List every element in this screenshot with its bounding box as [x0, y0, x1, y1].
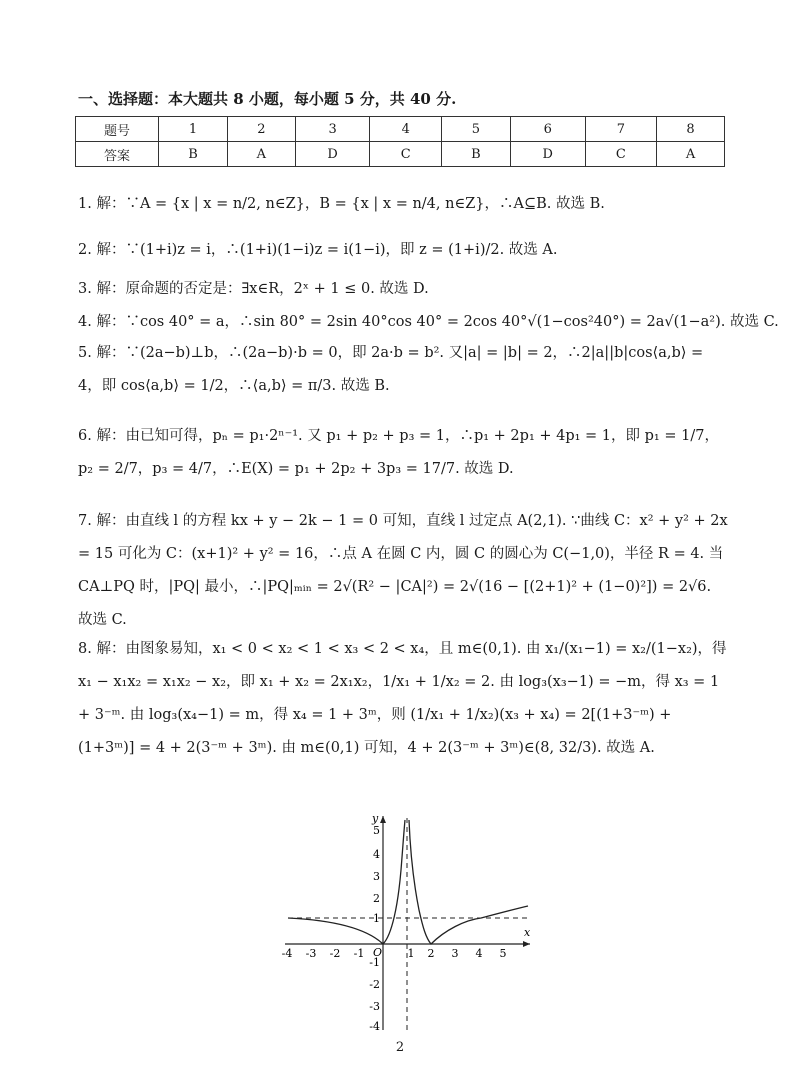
origin-label: O	[373, 946, 383, 959]
y-axis-label: y	[372, 812, 379, 825]
solution-8: 8. 解：由图象易知，x₁ < 0 < x₂ < 1 < x₃ < 2 < x₄，且 m∈(0,1). 由 x₁/(x₁−1) = x₂/(1−x₂)，得 x₁ − x₁x₂ = x₁x₂ − x₂，即 x₁ + x₂ = 2x₁x₂，1/x₁ + 1/x₂ = 2. 由 log₃(x₃−1) = −m，得 x₃ = 1 + 3⁻ᵐ. 由 log₃(x₄−1) = m，得 x₄ = 1 + 3ᵐ，则 (1/x₁ + 1/x₂)(x₃ + x₄) = 2[(1+3⁻ᵐ) + (1+3ᵐ)] = 4 + 2(3⁻ᵐ + 3ᵐ). 由 m∈(0,1) 可知，4 + 2(3⁻ᵐ + 3ᵐ)∈(8, 32/3). 故选 A.	[78, 641, 727, 756]
x-tick-label: 4	[475, 947, 483, 960]
answer-cell: C	[370, 142, 442, 167]
solution-4: 4. 解：∵cos 40° = a，∴sin 80° = 2sin 40°cos 40° = 2cos 40°√(1−cos²40°) = 2a√(1−a²). 故选 C.	[78, 314, 779, 330]
question-number-cell: 3	[295, 117, 370, 142]
solution-3: 3. 解：原命题的否定是：∃x∈R，2ˣ + 1 ≤ 0. 故选 D.	[78, 281, 429, 297]
question-number-cell: 8	[657, 117, 725, 142]
x-tick-label: 1	[407, 947, 415, 960]
row-header-question-number: 题号	[76, 117, 159, 142]
question-number-cell: 4	[370, 117, 442, 142]
question-number-cell: 6	[510, 117, 585, 142]
x-tick-label: 5	[499, 947, 507, 960]
y-tick-label: -1	[369, 956, 380, 969]
x-axis-label: x	[524, 926, 531, 939]
question-number-cell: 1	[159, 117, 228, 142]
page-number: 2	[395, 1040, 405, 1055]
curve-right-branch	[409, 820, 528, 944]
answer-table-answer-row	[76, 142, 725, 167]
y-tick-label: -3	[369, 1000, 380, 1013]
x-tick-label: -2	[329, 947, 341, 960]
answer-cell: D	[295, 142, 370, 167]
y-tick-label: 4	[373, 848, 380, 861]
solution-1: 1. 解：∵A = {x | x = n/2, n∈Z}，B = {x | x = n/4, n∈Z}，∴A⊆B. 故选 B.	[78, 196, 605, 212]
answer-cell: C	[585, 142, 657, 167]
solution-2: 2. 解：∵(1+i)z = i，∴(1+i)(1−i)z = i(1−i)，即 z = (1+i)/2. 故选 A.	[78, 242, 558, 258]
function-graph	[280, 810, 540, 1032]
y-tick-label: -2	[369, 978, 380, 991]
answer-cell: A	[657, 142, 725, 167]
x-tick-label: 3	[451, 947, 459, 960]
answer-cell: B	[441, 142, 510, 167]
question-number-cell: 7	[585, 117, 657, 142]
answer-table	[75, 116, 725, 167]
answer-table-number-row	[76, 117, 725, 142]
question-number-cell: 5	[441, 117, 510, 142]
y-tick-label: -4	[369, 1020, 380, 1032]
y-tick-label: 2	[373, 892, 380, 905]
y-axis-arrow	[380, 816, 386, 823]
answer-cell: A	[227, 142, 295, 167]
y-tick-label: 5	[373, 824, 380, 837]
x-tick-label: -3	[305, 947, 317, 960]
answer-cell: D	[510, 142, 585, 167]
x-tick-label: -1	[353, 947, 365, 960]
y-tick-label: 1	[373, 912, 380, 925]
solution-5: 5. 解：∵(2a−b)⊥b，∴(2a−b)·b = 0，即 2a·b = b². 又|a| = |b| = 2，∴2|a||b|cos⟨a,b⟩ = 4，即 cos⟨a,b⟩ = 1/2，∴⟨a,b⟩ = π/3. 故选 B.	[78, 345, 704, 394]
section-title: 一、选择题：本大题共 8 小题，每小题 5 分，共 40 分.	[78, 90, 457, 108]
x-tick-label: -4	[281, 947, 293, 960]
row-header-answer: 答案	[76, 142, 159, 167]
solution-6: 6. 解：由已知可得，pₙ = p₁·2ⁿ⁻¹. 又 p₁ + p₂ + p₃ = 1，∴p₁ + 2p₁ + 4p₁ = 1，即 p₁ = 1/7，p₂ = 2/7，p₃ = 4/7，∴E(X) = p₁ + 2p₂ + 3p₃ = 17/7. 故选 D.	[78, 428, 719, 477]
answer-cell: B	[159, 142, 228, 167]
question-number-cell: 2	[227, 117, 295, 142]
y-tick-label: 3	[373, 870, 380, 883]
x-tick-label: 2	[427, 947, 435, 960]
x-axis-arrow	[523, 941, 530, 947]
solution-7: 7. 解：由直线 l 的方程 kx + y − 2k − 1 = 0 可知，直线 l 过定点 A(2,1). ∵曲线 C：x² + y² + 2x = 15 可化为 C：(x+1)² + y² = 16，∴点 A 在圆 C 内，圆 C 的圆心为 C(−1,0)，半径 R = 4. 当 CA⊥PQ 时，|PQ| 最小，∴|PQ|ₘᵢₙ = 2√(R² − |CA|²) = 2√(16 − [(2+1)² + (1−0)²]) = 2√6. 故选 C.	[78, 513, 728, 628]
curve-left-branch	[288, 820, 405, 944]
